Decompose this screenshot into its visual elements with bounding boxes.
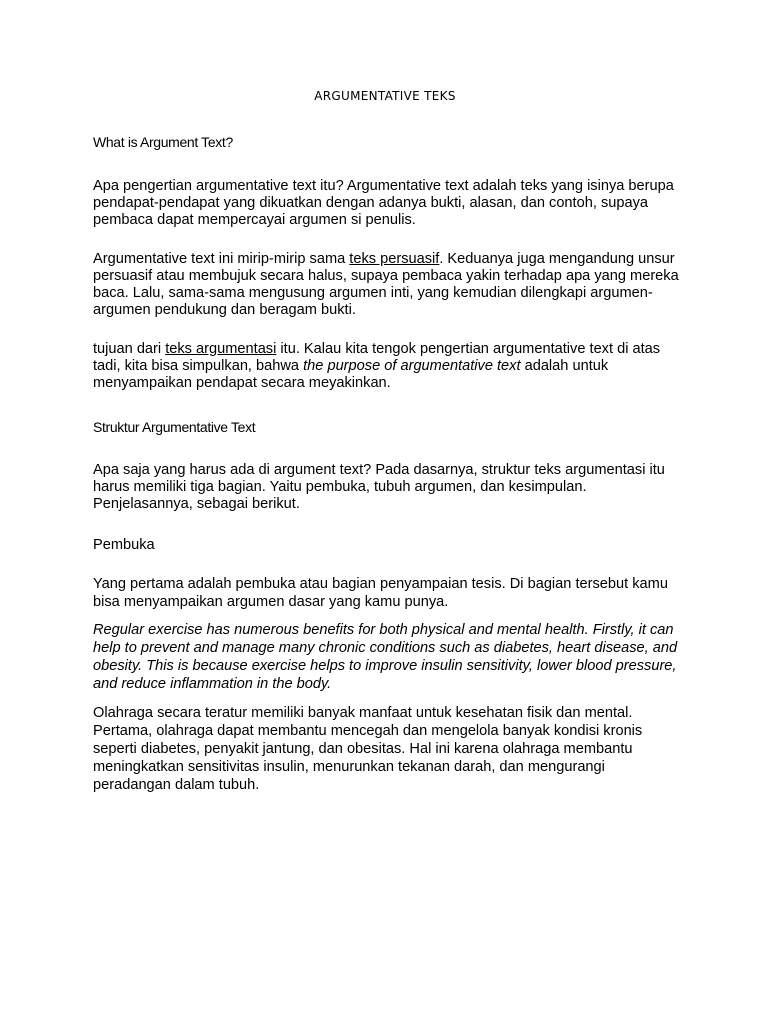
heading-pembuka: Pembuka bbox=[93, 537, 155, 553]
paragraph-text: Argumentative text ini mirip-mirip sama bbox=[93, 251, 350, 267]
link-teks-persuasif[interactable]: teks persuasif bbox=[349, 251, 440, 267]
paragraph-text: tujuan dari bbox=[93, 341, 166, 357]
italic-phrase: the purpose of argumentative text bbox=[303, 358, 521, 374]
paragraph-indonesian-example: Olahraga secara teratur memiliki banyak manfaat untuk kesehatan fisik dan mental. Pertama, olahraga dapat membantu mencegah dan mengelola banyak kondisi kronis seperti diabetes, penyakit jantung, dan obesitas. Hal ini karena olahraga membantu meningkatkan sensitivitas insulin, menurunkan tekanan darah, dan mengurangi peradangan dalam tubuh. bbox=[93, 705, 643, 793]
paragraph-structure: Apa saja yang harus ada di argument text? Pada dasarnya, struktur teks argumentasi itu harus memiliki tiga bagian. Yaitu pembuka, tubuh argumen, dan kesimpulan. Penjelasannya, sebagai berikut. bbox=[93, 462, 665, 512]
paragraph-text: itu. Kalau kita tengok pengertian argumentative text di atas tadi, kita bisa simpulkan, bahwa bbox=[93, 341, 661, 374]
heading-what-is-argument-text: What is Argument Text? bbox=[93, 134, 233, 150]
paragraph-persuasive-comparison bbox=[93, 251, 683, 319]
paragraph-english-example: Regular exercise has numerous benefits for both physical and mental health. Firstly, it can help to prevent and manage many chronic conditions such as diabetes, heart disease, and obesity. This is because exercise helps to improve insulin sensitivity, lower blood pressure, and reduce inflammation in the body. bbox=[93, 622, 678, 692]
link-teks-argumentasi[interactable]: teks argumentasi bbox=[165, 341, 277, 357]
paragraph-pembuka: Yang pertama adalah pembuka atau bagian penyampaian tesis. Di bagian tersebut kamu bisa menyampaikan argumen dasar yang kamu punya. bbox=[93, 576, 668, 610]
paragraph-purpose bbox=[93, 341, 683, 392]
heading-struktur: Struktur Argumentative Text bbox=[93, 419, 256, 435]
paragraph-text: adalah untuk menyampaikan pendapat secara meyakinkan. bbox=[93, 358, 609, 391]
paragraph-definition: Apa pengertian argumentative text itu? Argumentative text adalah teks yang isinya berupa pendapat-pendapat yang dikuatkan dengan adanya bukti, alasan, dan contoh, supaya pembaca dapat mempercayai argumen si penulis. bbox=[93, 178, 674, 228]
document-title: ARGUMENTATIVE TEKS bbox=[314, 89, 456, 103]
paragraph-text: . Keduanya juga mengandung unsur persuasif atau membujuk secara halus, supaya pembaca yakin terhadap apa yang mereka baca. Lalu, sama-sama mengusung argumen inti, yang kemudian dilengkapi argumen-argumen pendukung dan beragam bukti. bbox=[93, 251, 679, 318]
